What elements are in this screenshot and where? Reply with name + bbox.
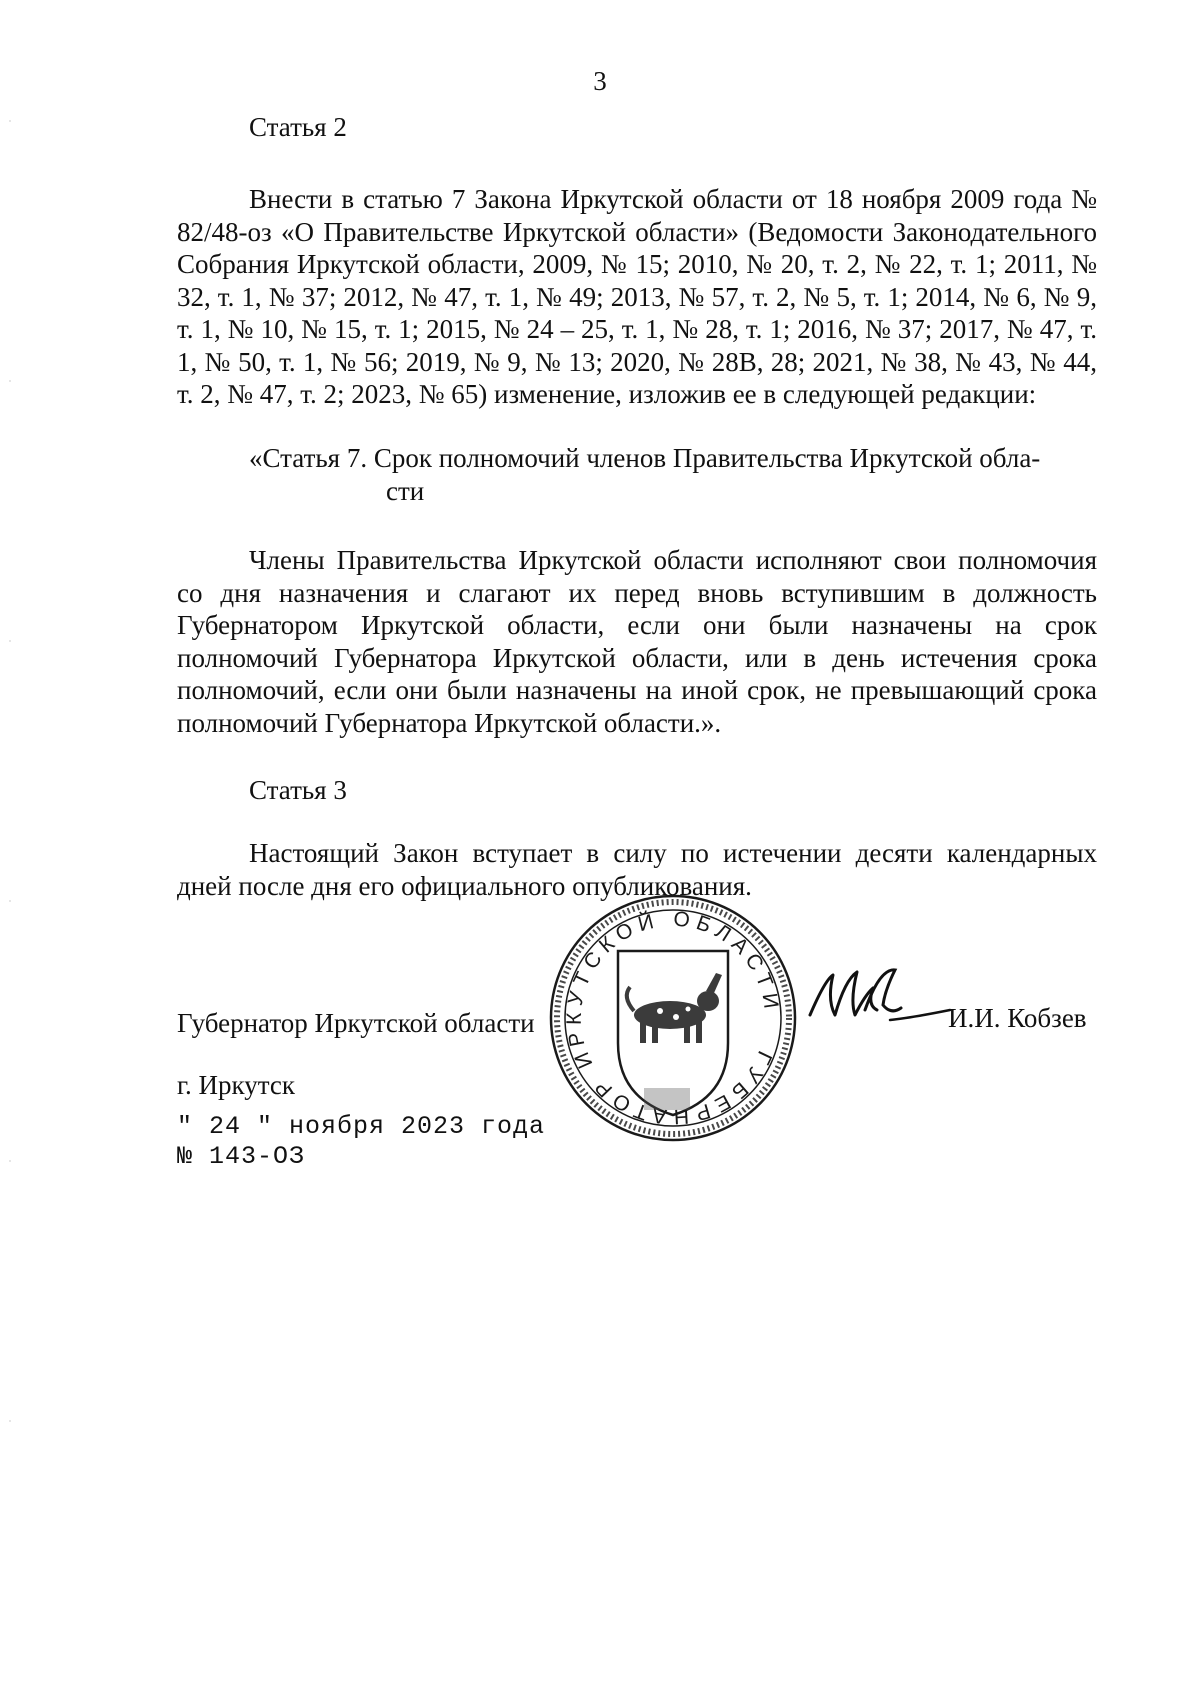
svg-text:ГУБЕРНАТОР ИРКУТСКОЙ ОБЛАСТИ: ГУБЕРНАТОР ИРКУТСКОЙ ОБЛАСТИ xyxy=(562,907,784,1129)
article-2-paragraph: Внести в статью 7 Закона Иркутской области от 18 ноября 2009 года № 82/48-оз «О Правительстве Иркутской области» (Ведомости Законодательного Собрания Иркутской области, 2009, № 15; 2010, № 20, т. 2, № 22, т. 1; 2011, № 32, т. 1, № 37; 2012, № 47, т. 1, № 49; 2013, № 57, т. 2, № 5, т. 1; 2014, № 6, № 9, т. 1, № 10, № 15, т. 1; 2015, № 24 – 25, т. 1, № 28, т. 1; 2016, № 37; 2017, № 47, т. 1, № 50, т. 1, № 56; 2019, № 9, № 13; 2020, № 28В, 28; 2021, № 38, № 43, № 44, т. 2, № 47, т. 2; 2023, № 65) изменение, изложив ее в следующей редакции: xyxy=(177,184,1097,409)
quoted-article-body: Члены Правительства Иркутской области исполняют свои полномочия со дня назначения и слагают их перед вновь вступившим в должность Губернатором Иркутской области, если они были назначены на срок полномочий Губернатора Иркутской области, или в день истечения срока полномочий, если они были назначены на иной срок, не превышающий срока полномочий Губернатора Иркутской области.». xyxy=(177,545,1097,738)
scan-edge-marks xyxy=(8,0,12,1697)
article-3-heading: Статья 3 xyxy=(249,775,347,805)
page-number: 3 xyxy=(593,66,607,96)
handwritten-signature xyxy=(805,960,955,1040)
governor-title: Губернатор Иркутской области xyxy=(177,1008,535,1038)
quoted-article-heading-line1: «Статья 7. Срок полномочий членов Правительства Иркутской обла- xyxy=(249,443,1041,473)
quoted-article-heading-line2: сти xyxy=(386,476,425,506)
signing-date: " 24 " ноября 2023 года xyxy=(177,1112,546,1141)
city: г. Иркутск xyxy=(177,1070,295,1100)
official-seal xyxy=(548,893,798,1143)
law-number: № 143-ОЗ xyxy=(177,1142,306,1171)
article-3-paragraph: Настоящий Закон вступает в силу по истечении десяти календарных дней после дня его официального опубликования. xyxy=(177,838,1097,901)
governor-name: И.И. Кобзев xyxy=(948,1003,1087,1033)
article-2-heading: Статья 2 xyxy=(249,112,347,142)
